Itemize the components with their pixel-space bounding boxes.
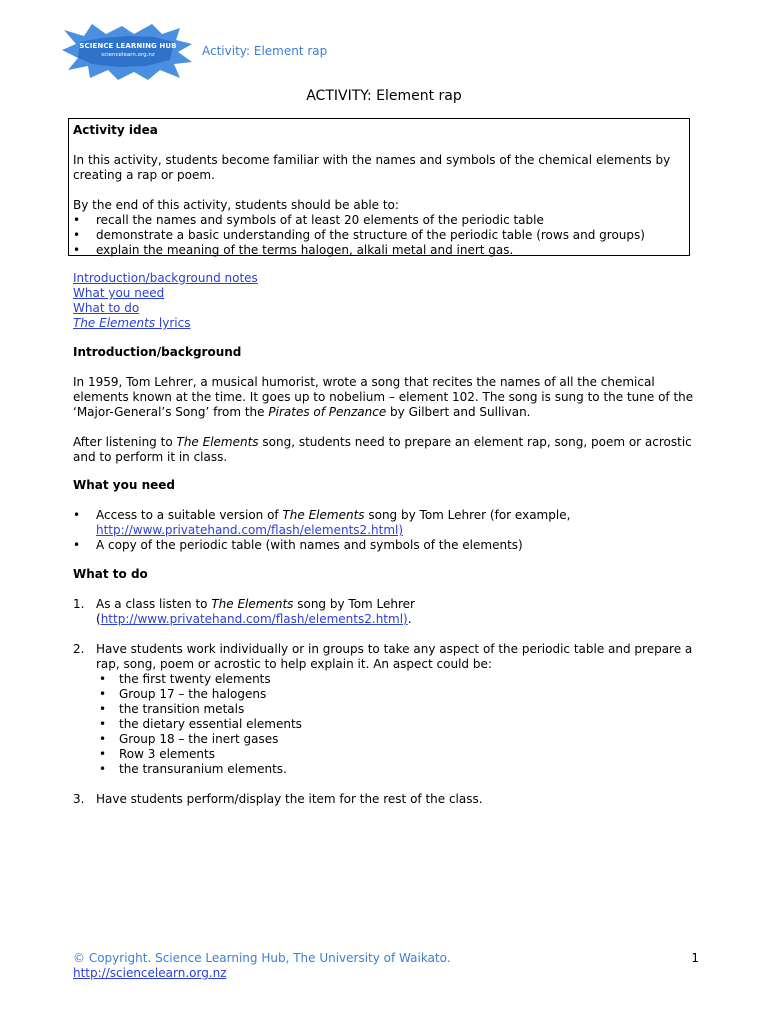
introduction-paragraph-1 bbox=[73, 375, 713, 420]
what-you-need-heading: What you need bbox=[73, 478, 175, 492]
step2-text: Have students work individually or in groups to take any aspect of the periodic table and prepare a rap, song, poem or acrostic to help explain it. An aspect could be: bbox=[96, 642, 693, 671]
list-item bbox=[73, 538, 713, 553]
learning-outcomes-list bbox=[73, 213, 685, 258]
aspects-list bbox=[96, 672, 713, 777]
list-item bbox=[73, 213, 685, 228]
bullet-icon: • bbox=[73, 213, 81, 227]
aspect-text: the dietary essential elements bbox=[119, 717, 302, 731]
page-number: 1 bbox=[691, 951, 699, 965]
page-footer bbox=[73, 951, 699, 981]
step-1 bbox=[73, 597, 713, 627]
link-elements-lyrics[interactable] bbox=[73, 316, 190, 330]
link-elements-song-url[interactable]: http://www.privatehand.com/flash/elements2.html) bbox=[96, 523, 404, 537]
title-prefix: ACTIVITY bbox=[306, 88, 367, 104]
activity-idea-intro: In this activity, students become familiar with the names and symbols of the chemical elements by creating a rap or poem. bbox=[73, 153, 671, 182]
step1-period: . bbox=[407, 612, 412, 626]
logo-title: SCIENCE LEARNING HUB bbox=[79, 42, 177, 50]
page-title bbox=[0, 88, 768, 104]
list-item bbox=[96, 762, 713, 777]
step1-open-paren: ( bbox=[96, 612, 101, 626]
title-rest: : Element rap bbox=[366, 88, 462, 104]
link-step1-song-url[interactable]: http://www.privatehand.com/flash/elements2.html) bbox=[100, 612, 408, 626]
aspect-text: Group 18 – the inert gases bbox=[119, 732, 279, 746]
link-introduction-background-notes[interactable]: Introduction/background notes bbox=[73, 271, 258, 285]
outcome-text: explain the meaning of the terms halogen, alkali metal and inert gas. bbox=[96, 243, 514, 257]
list-item bbox=[73, 243, 685, 258]
bullet-icon: • bbox=[99, 762, 107, 776]
bullet-icon: • bbox=[73, 508, 81, 522]
copyright-text: © Copyright. Science Learning Hub, The University of Waikato. bbox=[73, 951, 451, 965]
aspect-text: Row 3 elements bbox=[119, 747, 215, 761]
intro-p2-italic: The Elements bbox=[176, 435, 259, 449]
intro-p1-text-b: by Gilbert and Sullivan. bbox=[386, 405, 531, 419]
section-what-to-do bbox=[73, 567, 713, 807]
list-item bbox=[73, 228, 685, 243]
step1-text-b: song by Tom Lehrer bbox=[293, 597, 415, 611]
step1-italic: The Elements bbox=[211, 597, 294, 611]
introduction-heading: Introduction/background bbox=[73, 345, 242, 359]
outcome-text: demonstrate a basic understanding of the structure of the periodic table (rows and groups) bbox=[96, 228, 645, 242]
introduction-paragraph-2 bbox=[73, 435, 713, 465]
learning-outcomes-lead: By the end of this activity, students should be able to: bbox=[73, 198, 399, 212]
intro-p1-text-a: In 1959, Tom Lehrer, a musical humorist, wrote a song that recites the names of all the chemical elements known at the time. It goes up to nobelium – element 102. The song is sung to the tune of the ‘Major-General’s Song’ from the bbox=[73, 375, 694, 419]
need-item1-text-b: song by Tom Lehrer (for example, bbox=[364, 508, 571, 522]
section-links bbox=[73, 271, 713, 331]
link-lyrics-rest: lyrics bbox=[155, 316, 191, 330]
link-what-you-need[interactable]: What you need bbox=[73, 286, 165, 300]
bullet-icon: • bbox=[99, 717, 107, 731]
bullet-icon: • bbox=[99, 672, 107, 686]
link-what-to-do[interactable]: What to do bbox=[73, 301, 140, 315]
need-item1-text-a: Access to a suitable version of bbox=[96, 508, 283, 522]
intro-p2-text-a: After listening to bbox=[73, 435, 177, 449]
link-lyrics-italic: The Elements bbox=[73, 316, 156, 330]
what-to-do-heading: What to do bbox=[73, 567, 148, 581]
step1-text-a: As a class listen to bbox=[96, 597, 212, 611]
activity-idea-heading: Activity idea bbox=[73, 123, 158, 137]
section-what-you-need bbox=[73, 478, 713, 553]
section-introduction bbox=[73, 345, 713, 465]
footer-site-link[interactable]: http://sciencelearn.org.nz bbox=[73, 966, 227, 980]
step-number: 1. bbox=[73, 597, 85, 611]
bullet-icon: • bbox=[99, 732, 107, 746]
list-item bbox=[96, 687, 713, 702]
bullet-icon: • bbox=[73, 538, 81, 552]
step-number: 3. bbox=[73, 792, 85, 806]
step-number: 2. bbox=[73, 642, 85, 656]
aspect-text: the transition metals bbox=[119, 702, 245, 716]
logo-url: sciencelearn.org.nz bbox=[101, 52, 155, 58]
list-item bbox=[96, 732, 713, 747]
activity-idea-box bbox=[68, 118, 690, 256]
bullet-icon: • bbox=[99, 702, 107, 716]
bullet-icon: • bbox=[99, 687, 107, 701]
science-learning-hub-logo[interactable] bbox=[62, 22, 194, 82]
aspect-text: Group 17 – the halogens bbox=[119, 687, 267, 701]
step-2 bbox=[73, 642, 713, 777]
need-item2-text: A copy of the periodic table (with names and symbols of the elements) bbox=[96, 538, 523, 552]
list-item bbox=[96, 702, 713, 717]
bullet-icon: • bbox=[73, 228, 81, 242]
intro-p1-italic: Pirates of Penzance bbox=[268, 405, 387, 419]
list-item bbox=[96, 672, 713, 687]
step-3 bbox=[73, 792, 713, 807]
bullet-icon: • bbox=[99, 747, 107, 761]
intro-p2-text-b: song, students need to prepare an element rap, song, poem or acrostic and to perform it in class. bbox=[73, 435, 692, 464]
step3-text: Have students perform/display the item for the rest of the class. bbox=[96, 792, 483, 806]
aspect-text: the first twenty elements bbox=[119, 672, 271, 686]
bullet-icon: • bbox=[73, 243, 81, 257]
need-item1-italic: The Elements bbox=[282, 508, 365, 522]
header-activity-label: Activity: Element rap bbox=[202, 44, 328, 58]
outcome-text: recall the names and symbols of at least 20 elements of the periodic table bbox=[96, 213, 544, 227]
materials-list bbox=[73, 508, 713, 553]
list-item bbox=[96, 747, 713, 762]
list-item bbox=[96, 717, 713, 732]
list-item bbox=[73, 508, 713, 538]
aspect-text: the transuranium elements. bbox=[119, 762, 287, 776]
